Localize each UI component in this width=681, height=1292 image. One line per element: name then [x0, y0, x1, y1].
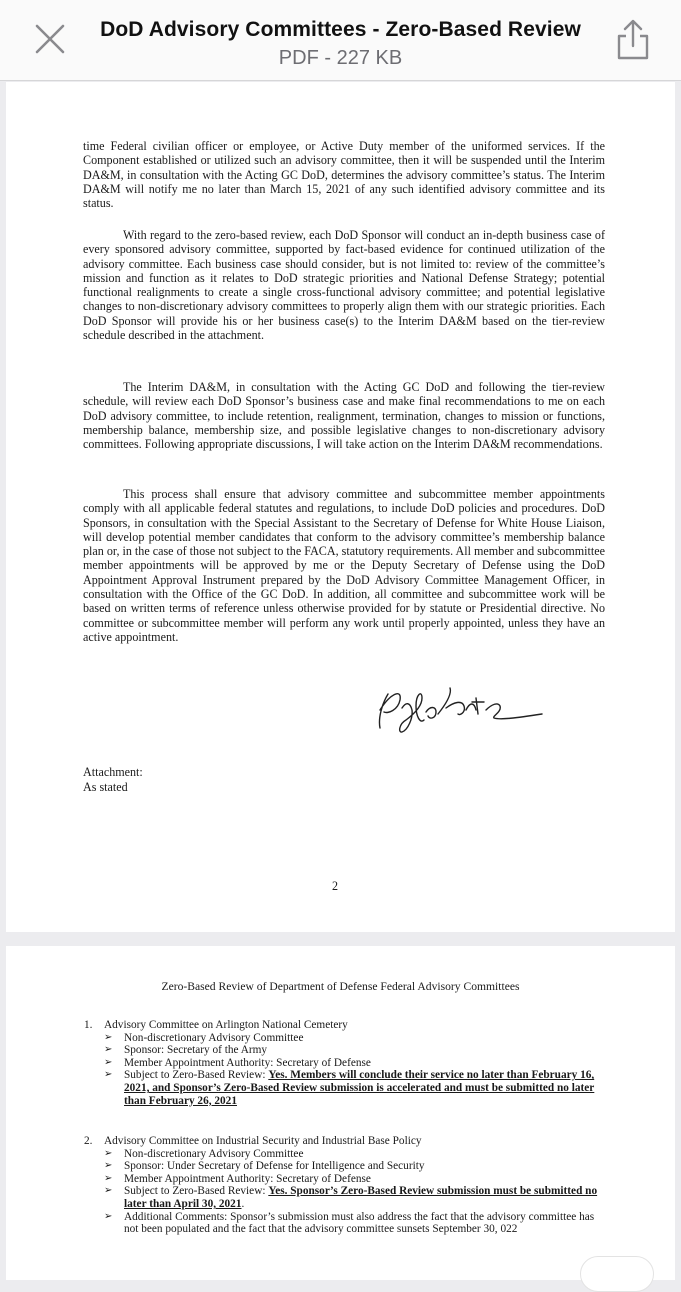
list-detail: ➢ Subject to Zero-Based Review: Yes. Sponsor’s Zero-Based Review submission must be submitted no later than April 30, 2021. — [104, 1185, 598, 1210]
attachment-value: As stated — [83, 780, 128, 794]
page-number: 2 — [332, 879, 339, 893]
committee-name: Advisory Committee on Industrial Security and Industrial Base Policy — [104, 1135, 422, 1147]
body-paragraph: This process shall ensure that advisory committee and subcommittee member appointments comply with all applicable federal statutes and regulations, to include DoD policies and procedures. DoD Sponsors, in consultation with the Special Assistant to the Secretary of Defense for White House Liaison, will develop potential member candidates that conform to the advisory committee’s membership balance plan or, in the case of those not subject to the FACA, statutory requirements. All member and subcommittee member appointments will be approved by me or the Deputy Secretary of Defense using the DoD Appointment Approval Instrument prepared by the DoD Advisory Committee Management Officer, in consultation with the Office of the GC DoD. In addition, all committee and subcommittee work will be based on written terms of reference unless otherwise provided for by statute or Presidential directive. No committee or subcommittee member will perform any work until properly appointed, unless they have an active appointment. — [83, 487, 605, 644]
list-detail: ➢ Sponsor: Secretary of the Army — [104, 1044, 268, 1057]
attachment-label: Attachment: — [83, 765, 143, 779]
viewer-header — [0, 0, 681, 81]
list-detail: ➢ Sponsor: Under Secretary of Defense for Intelligence and Security — [104, 1160, 425, 1173]
body-paragraph: The Interim DA&M, in consultation with the Acting GC DoD and following the tier-review schedule, will review each DoD Sponsor’s business case and make final recommendations to me on each DoD advisory committee, to include retention, realignment, termination, changes to mission or functions, membership balance, membership size, and possible legislative changes to non-discretionary advisory committees. Following appropriate discussions, I will take action on the Interim DA&M recommendations. — [83, 380, 605, 452]
committee-name: Advisory Committee on Arlington National Cemetery — [104, 1019, 348, 1031]
list-detail: ➢ Member Appointment Authority: Secretary of Defense — [104, 1172, 371, 1185]
attachment-title: Zero-Based Review of Department of Defense Federal Advisory Committees — [161, 980, 520, 993]
list-item: 1. Advisory Committee on Arlington National Cemetery ➢ Non-discretionary Advisory Committee ➢ Sponsor: Secretary of the Army ➢ Member Appointment Authority: Secretary of Defense ➢ Subject to Zero-Based Review: Yes. Members will conclude their service no later than February 16, 2021, and Sponsor’s Zero-Based Review submission is accelerated and must be submitted no later than February 26, 2021 — [84, 1019, 604, 1107]
document-title: DoD Advisory Committees - Zero-Based Review — [100, 18, 581, 41]
share-button[interactable] — [612, 18, 654, 62]
attachment-note — [83, 765, 143, 795]
list-detail: ➢ Member Appointment Authority: Secretary of Defense — [104, 1056, 371, 1069]
signature — [366, 680, 556, 740]
share-icon — [612, 18, 654, 62]
pdf-page-attachment — [6, 946, 675, 1280]
document-file-info: PDF - 227 KB — [278, 47, 403, 69]
list-detail: ➢ Non-discretionary Advisory Committee — [104, 1147, 304, 1160]
pdf-page-2 — [6, 82, 675, 932]
list-detail: ➢ Subject to Zero-Based Review: Yes. Members will conclude their service no later than February 16, 2021, and Sponsor’s Zero-Based Review submission is accelerated and must be submitted no later than February 26, 2021 — [104, 1069, 595, 1107]
body-paragraph: With regard to the zero-based review, each DoD Sponsor will conduct an in-depth business case of every sponsored advisory committee, supported by fact-based evidence for continued utilization of the advisory committee. Each business case should consider, but is not limited to: review of the committee’s mission and function as it relates to DoD strategic priorities and National Defense Strategy; potential functional realignments to create a single cross-functional advisory committee; and potential legislative changes to non-discretionary advisory committees to properly align them with our strategic priorities. Each DoD Sponsor will provide his or her business case(s) to the Interim DA&M based on the tier-review schedule described in the attachment. — [83, 228, 605, 343]
list-detail: ➢ Additional Comments: Sponsor’s submission must also address the fact that the advisory committee has not been populated and the fact that the advisory committee sunsets September 30, 022 — [104, 1210, 595, 1236]
body-paragraph: time Federal civilian officer or employee, or Active Duty member of the uniformed services. If the Component established or utilized such an advisory committee, then it will be suspended until the Interim DA&M, in consultation with the Acting GC DoD, determines the advisory committee’s status. The Interim DA&M will notify me no later than March 15, 2021 of any such identified advisory committee and its status. — [83, 139, 605, 211]
list-item: 2. Advisory Committee on Industrial Security and Industrial Base Policy ➢ Non-discretionary Advisory Committee ➢ Sponsor: Under Secretary of Defense for Intelligence and Security ➢ Member Appointment Authority: Secretary of Defense ➢ Subject to Zero-Based Review: Yes. Sponsor’s Zero-Based Review submission must be submitted no later than April 30, 2021. ➢ Additional Comments: Sponsor’s submission must also address the fact that the advisory committee has not been populated and the fact that the advisory committee sunsets September 30, 022 — [84, 1135, 604, 1236]
list-detail: ➢ Non-discretionary Advisory Committee — [104, 1031, 304, 1044]
page-indicator-bubble — [580, 1256, 654, 1292]
